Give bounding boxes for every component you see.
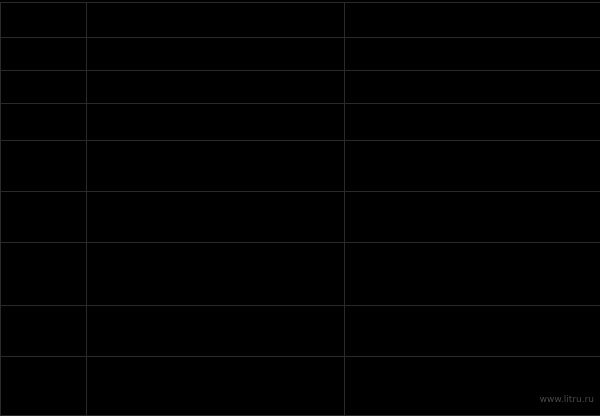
row-type bbox=[1, 38, 87, 71]
row-positive bbox=[87, 71, 345, 104]
row-type bbox=[1, 71, 87, 104]
row-type bbox=[1, 104, 87, 141]
table-row bbox=[1, 357, 600, 416]
row-type bbox=[1, 141, 87, 192]
table-row bbox=[1, 141, 600, 192]
row-negative bbox=[345, 243, 600, 306]
row-negative bbox=[345, 38, 600, 71]
row-type bbox=[1, 306, 87, 357]
row-negative bbox=[345, 306, 600, 357]
row-positive bbox=[87, 38, 345, 71]
table-row bbox=[1, 243, 600, 306]
row-positive bbox=[87, 357, 345, 416]
header-negative bbox=[345, 3, 600, 38]
table-header-row bbox=[1, 3, 600, 38]
watermark-text: www.litru.ru bbox=[540, 395, 594, 405]
table-row bbox=[1, 192, 600, 243]
row-positive bbox=[87, 141, 345, 192]
table-row bbox=[1, 71, 600, 104]
row-negative bbox=[345, 192, 600, 243]
row-negative bbox=[345, 104, 600, 141]
row-type bbox=[1, 192, 87, 243]
row-negative bbox=[345, 141, 600, 192]
table-row bbox=[1, 306, 600, 357]
header-positive bbox=[87, 3, 345, 38]
header-type bbox=[1, 3, 87, 38]
table-row bbox=[1, 104, 600, 141]
row-positive bbox=[87, 243, 345, 306]
row-negative bbox=[345, 357, 600, 416]
row-positive bbox=[87, 104, 345, 141]
row-positive bbox=[87, 192, 345, 243]
row-negative bbox=[345, 71, 600, 104]
row-type bbox=[1, 243, 87, 306]
row-type bbox=[1, 357, 87, 416]
comparison-table bbox=[0, 2, 600, 416]
row-positive bbox=[87, 306, 345, 357]
table-row bbox=[1, 38, 600, 71]
